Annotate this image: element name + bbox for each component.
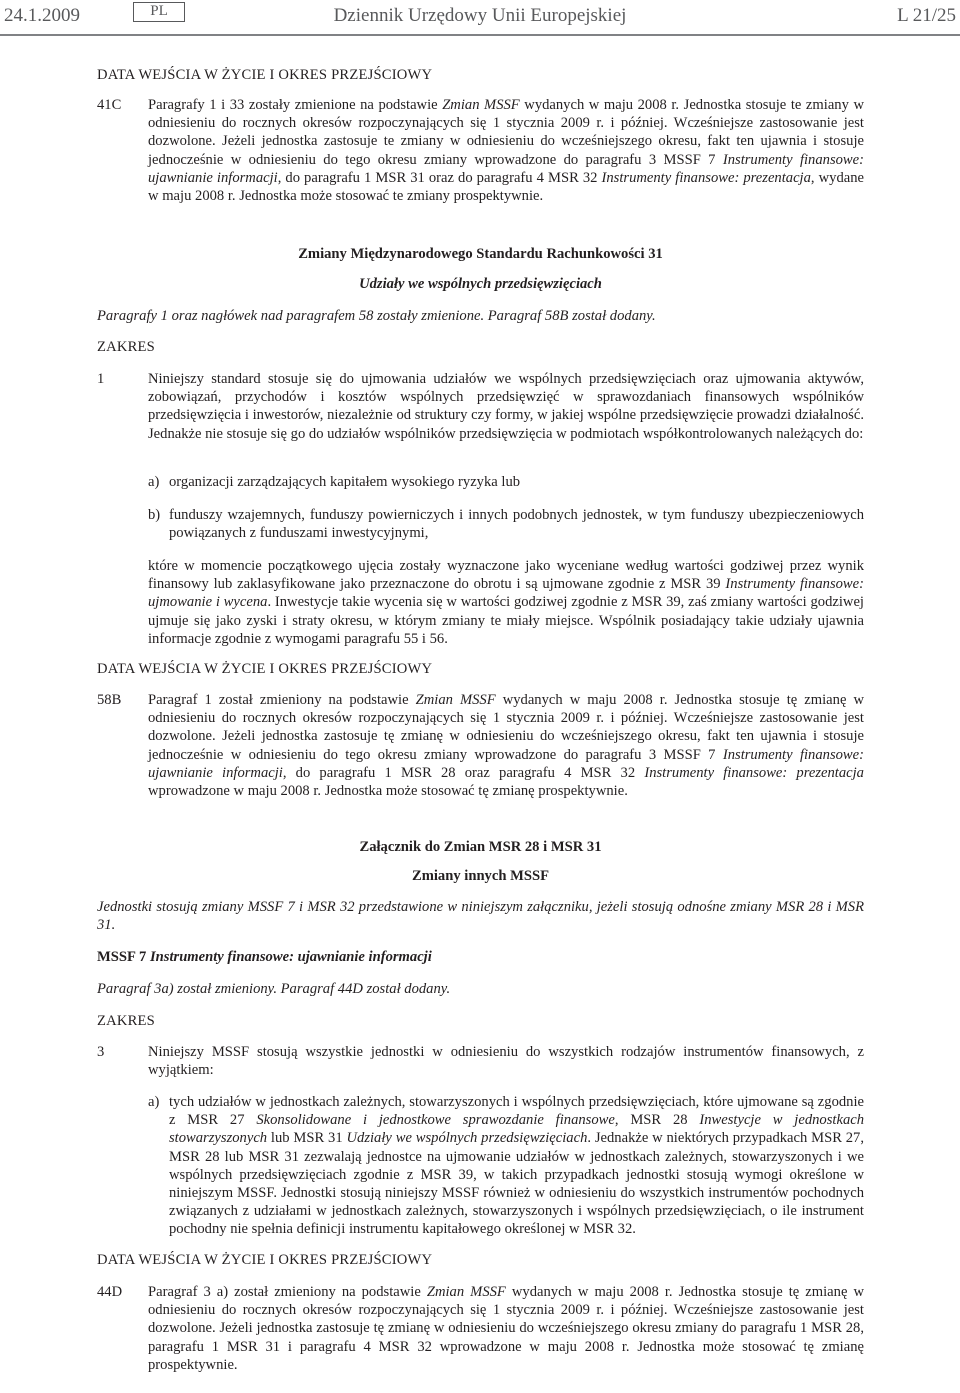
amendment-note-msr31: Paragrafy 1 oraz nagłówek nad paragrafem 58 zostały zmienione. Paragraf 58B został dodany. <box>97 308 656 324</box>
section-heading-effective-date-1: DATA WEJŚCIA W ŻYCIE I OKRES PRZEJŚCIOWY <box>97 67 433 83</box>
paragraph-58b: Paragraf 1 został zmieniony na podstawie Zmian MSSF wydanych w maju 2008 r. Jednostka stosuje tę zmianę w odniesieniu do rocznych okresów rozpoczynających się 1 stycznia 2009 r. i później. Wcześniejsze zastosowanie jest dozwolone. Jeżeli jednostka zastosuje tę zmianę w odniesieniu do wcześniejszego okresu, fakt ten ujawnia i stosuje jednocześnie w odniesieniu do tego okresu zmiany wprowadzone do paragrafu 3 MSSF 7 Instrumenty finansowe: ujawnianie informacji, do paragrafu 1 MSR 28 oraz paragrafu 4 MSR 32 Instrumenty finansowe: prezentacja wprowadzone w maju 2008 r. Jednostka może stosować tę zmianę prospektywnie. <box>148 692 865 800</box>
list-item-a-1: organizacji zarządzających kapitałem wysokiego ryzyka lub <box>169 474 521 490</box>
annex-subtitle: Zmiany innych MSSF <box>411 868 550 884</box>
paragraph-41c: Paragrafy 1 i 33 zostały zmienione na podstawie Zmian MSSF wydanych w maju 2008 r. Jednostka stosuje te zmiany w odniesieniu do rocznych okresów rozpoczynających się 1 stycznia 2009 r. i później. Wcześniejsze zastosowanie jest dozwolone. Jeżeli jednostka zastosuje te zmiany w odniesieniu do wcześniejszego okresu, fakt ten ujawnia i stosuje jednocześnie w odniesieniu do tego okresu zmiany wprowadzone do paragrafu 3 MSSF 7 Instrumenty finansowe: ujawnianie informacji, do paragrafu 1 MSR 31 oraz do paragrafu 4 MSR 32 Instrumenty finansowe: prezentacja, wydane w maju 2008 r. Jednostka może stosować te zmiany prospektywnie. <box>148 97 864 205</box>
header-rule <box>0 34 960 36</box>
list-item-b-1: funduszy wzajemnych, funduszy powierniczych i innych podobnych jednostek, w tym funduszy ubezpieczeniowych powiązanych z funduszami inwestycyjnymi, <box>169 507 864 542</box>
header-date: 24.1.2009 <box>4 5 80 26</box>
list-label-a-1: a) <box>148 474 160 490</box>
section-heading-effective-date-2: DATA WEJŚCIA W ŻYCIE I OKRES PRZEJŚCIOWY <box>97 661 433 677</box>
paragraph-44d: Paragraf 3 a) został zmieniony na podstawie Zmian MSSF wydanych w maju 2008 r. Jednostka stosuje tę zmianę w odniesieniu do rocznych okresów rozpoczynających się 1 stycznia 2009 r. i później. Wcześniejsze zastosowanie jest dozwolone. Jeżeli jednostka zastosuje tę zmianę w odniesieniu do wcześniejszego okresu zmiany do paragrafu 1 MSR 28, paragrafu 1 MSR 31 i paragrafu 4 MSR 32 wprowadzone w maju 2008 r. Jednostka może stosować tę zmianę prospektywnie. <box>148 1284 864 1373</box>
amendment-title-msr31: Zmiany Międzynarodowego Standardu Rachunkowości 31 <box>298 246 663 262</box>
mssf7-note: Paragraf 3a) został zmieniony. Paragraf 44D został dodany. <box>97 981 451 997</box>
paragraph-3: Niniejszy MSSF stosują wszystkie jednostki w odniesieniu do wszystkich rodzajów instrumentów finansowych, z wyjątkiem: <box>148 1044 864 1079</box>
scope-heading-1: ZAKRES <box>97 339 155 355</box>
mssf7-heading: MSSF 7 Instrumenty finansowe: ujawnianie informacji <box>97 949 432 965</box>
list-item-a-2: tych udziałów w jednostkach zależnych, stowarzyszonych i wspólnych przedsięwzięciach, które ujmowane są zgodnie z MSR 27 Skonsolidowane i jednostkowe sprawozdanie finansowe, MSR 28 Inwestycje w jednostkach stowarzyszonych lub MSR 31 Udziały we wspólnych przedsięwzięciach. Jednakże w niektórych przypadkach MSR 27, MSR 28 lub MSR 31 zezwalają jednostce na ujmowanie udziałów w jednostkach zależnych, stowarzyszonych i we wspólnych przedsięwzięciach zgodnie z MSR 39, w takich przypadkach jednostki stosują wymogi określone w niniejszym MSSF. Jednostki stosują niniejszy MSSF również w odniesieniu do wszystkich instrumentów pochodnych związanych z udziałami w jednostkach zależnych, stowarzyszonych i wspólnych przedsięwzięciach, o ile instrument pochodny nie spełnia definicji instrumentu kapitałowego określonej w MSR 32. <box>169 1094 865 1238</box>
amendment-subtitle-msr31: Udziały we wspólnych przedsięwzięciach <box>359 276 602 292</box>
page-header <box>0 0 960 34</box>
header-page-number: L 21/25 <box>897 5 956 26</box>
section-heading-effective-date-3: DATA WEJŚCIA W ŻYCIE I OKRES PRZEJŚCIOWY <box>97 1252 433 1268</box>
paragraph-1: Niniejszy standard stosuje się do ujmowania udziałów we wspólnych przedsięwzięciach oraz ujmowania aktywów, zobowiązań, przychodów i kosztów wspólnych przedsięwzięć w sprawozdaniach finansowych wspólników przedsięwzięcia i inwestorów, niezależnie od struktury czy formy, w jakiej wspólne przedsięwzięcie prowadzi działalność. Jednakże nie stosuje się go do udziałów wspólników przedsięwzięcia w podmiotach współkontrolowanych należących do: <box>148 371 864 442</box>
paragraph-1-continuation: które w momencie początkowego ujęcia zostały wyznaczone jako wyceniane według wartości godziwej przez wynik finansowy lub zaklasyfikowane jako przeznaczone do obrotu i są ujmowane zgodnie z MSR 39 Instrumenty finansowe: ujmowanie i wycena. Inwestycje takie wycenia się w wartości godziwej zgodnie z MSR 39, zaś zmiany wartości godziwej ujmuje się jako zyski i straty okresu, w którym zmiany te miały miejsce. Wspólnik posiadający takie udziały ujawnia informacje zgodnie z wymogami paragrafu 55 i 56. <box>148 558 864 647</box>
paragraph-number-41c: 41C <box>97 97 122 113</box>
header-language-box: PL <box>133 2 185 22</box>
paragraph-number-3: 3 <box>97 1044 105 1060</box>
paragraph-number-58b: 58B <box>97 692 122 708</box>
list-label-a-2: a) <box>148 1094 160 1110</box>
list-label-b-1: b) <box>148 507 161 523</box>
header-journal-title: Dziennik Urzędowy Unii Europejskiej <box>333 5 627 26</box>
annex-title: Załącznik do Zmian MSR 28 i MSR 31 <box>359 839 602 855</box>
paragraph-number-44d: 44D <box>97 1284 123 1300</box>
scope-heading-2: ZAKRES <box>97 1013 155 1029</box>
paragraph-number-1: 1 <box>97 371 105 387</box>
annex-note: Jednostki stosują zmiany MSSF 7 i MSR 32 przedstawione w niniejszym załączniku, jeżeli stosują odnośne zmiany MSR 28 i MSR 31. <box>97 899 864 934</box>
